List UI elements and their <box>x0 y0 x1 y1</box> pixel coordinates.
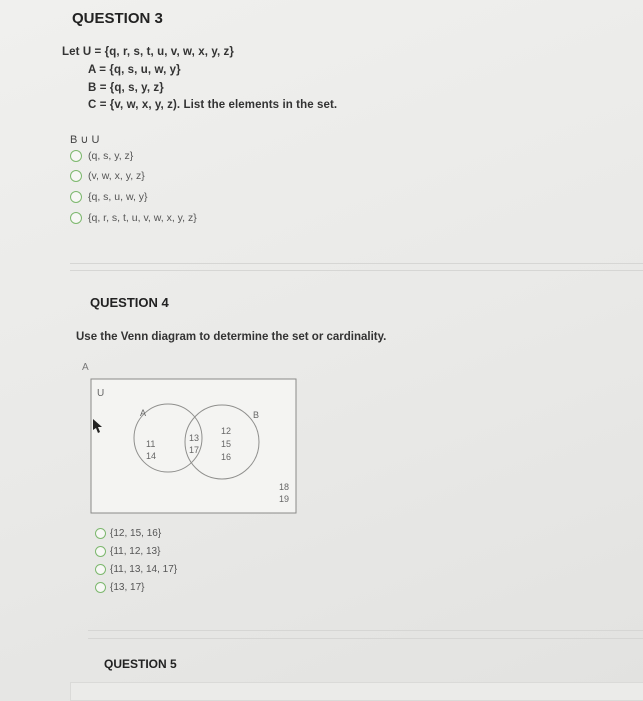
radio-button[interactable] <box>95 564 106 575</box>
venn-intersection-value: 17 <box>189 445 200 455</box>
divider <box>70 263 643 264</box>
set-a-definition: A = {q, s, u, w, y} <box>88 64 181 76</box>
answer-area <box>70 682 643 701</box>
radio-button[interactable] <box>70 191 82 203</box>
q4-option-3[interactable] <box>95 564 177 575</box>
venn-b-only-value: 16 <box>221 452 232 462</box>
q4-option-4[interactable] <box>95 582 144 593</box>
venn-b-only-value: 15 <box>221 439 232 449</box>
radio-button[interactable] <box>95 528 106 539</box>
q3-option-2[interactable] <box>70 170 145 182</box>
venn-intersection-value: 13 <box>189 433 200 443</box>
option-label: {11, 12, 13} <box>110 546 161 557</box>
radio-button[interactable] <box>70 170 82 182</box>
option-label: {11, 13, 14, 17} <box>110 564 178 575</box>
radio-button[interactable] <box>70 212 82 224</box>
question-5-title: QUESTION 5 <box>104 657 177 671</box>
q4-option-2[interactable] <box>95 546 160 557</box>
venn-b-only-value: 12 <box>221 426 232 436</box>
q3-option-1[interactable] <box>70 150 133 162</box>
option-label: {12, 15, 16} <box>110 528 162 539</box>
venn-outside-value: 19 <box>279 494 290 504</box>
question-4-title: QUESTION 4 <box>90 295 169 310</box>
radio-button[interactable] <box>70 150 82 162</box>
venn-set-a-label: A <box>140 408 147 418</box>
venn-universe-label: U <box>97 388 105 399</box>
venn-set-b-label: B <box>253 410 260 420</box>
divider <box>88 638 643 639</box>
option-label: {q, r, s, t, u, v, w, x, y, z} <box>88 212 197 224</box>
option-label: {q, s, u, w, y} <box>88 191 148 203</box>
question-3-title: QUESTION 3 <box>72 10 163 27</box>
option-label: (v, w, x, y, z} <box>88 170 145 182</box>
option-label: (q, s, y, z} <box>88 150 134 162</box>
question-4-part-label: A <box>82 362 89 373</box>
set-b-definition: B = {q, s, y, z} <box>88 82 164 94</box>
option-label: {13, 17} <box>110 582 145 593</box>
divider <box>70 270 643 271</box>
set-c-definition: C = {v, w, x, y, z). List the elements in the set. <box>88 99 338 111</box>
venn-outside-value: 18 <box>279 482 290 492</box>
q3-option-4[interactable] <box>70 212 197 224</box>
venn-a-only-value: 11 <box>146 439 156 449</box>
question-3-prompt: B ∪ U <box>70 134 100 146</box>
radio-button[interactable] <box>95 582 106 593</box>
set-u-definition: Let U = {q, r, s, t, u, v, w, x, y, z} <box>62 46 234 58</box>
venn-diagram <box>90 378 298 514</box>
divider <box>88 630 643 631</box>
question-4-prompt: Use the Venn diagram to determine the set or cardinality. <box>76 331 387 343</box>
q3-option-3[interactable] <box>70 191 148 203</box>
venn-a-only-value: 14 <box>146 451 157 461</box>
q4-option-1[interactable] <box>95 528 161 539</box>
radio-button[interactable] <box>95 546 106 557</box>
